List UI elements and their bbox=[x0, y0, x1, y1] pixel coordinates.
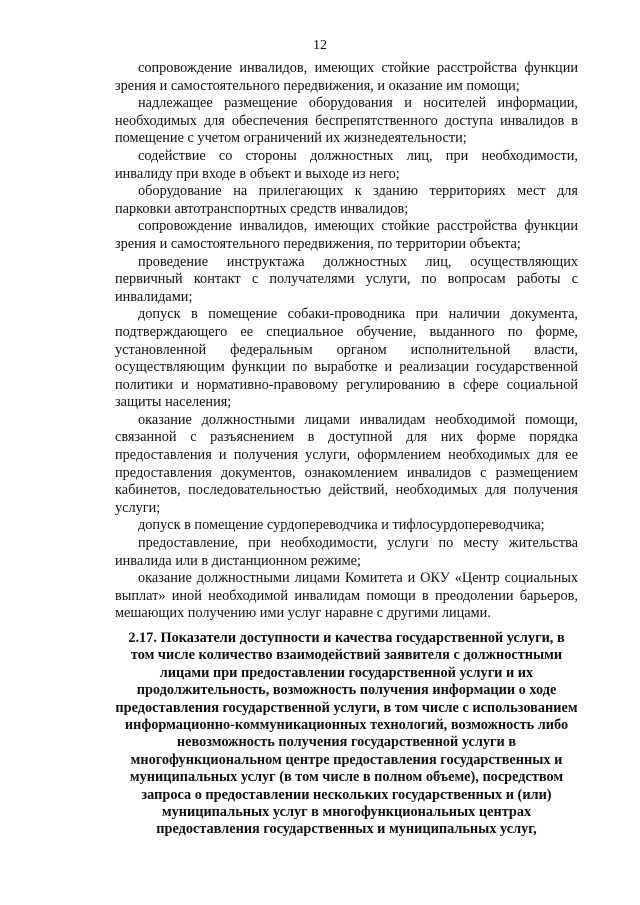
section-heading-2-17: 2.17. Показатели доступности и качества государственной услуги, в том числе количество взаимодействий заявителя с должностными лицами при предоставлении государственной услуги и их продолжительность, возможность получения информации о ходе предоставления государственной услуги, в том числе с использованием информационно-коммуникационных технологий, возможность либо невозможность получения государственной услуги в многофункциональном центре предоставления государственных и муниципальных услуг (в том числе в полном объеме), посредством запроса о предоставлении нескольких государственных и (или) муниципальных услуг в многофункциональных центрах предоставления государственных и муниципальных услуг, bbox=[115, 630, 578, 838]
paragraph-staff-briefing: проведение инструктажа должностных лиц, осуществляющих первичный контакт с получателями услуги, по вопросам работы с инвалидами; bbox=[115, 253, 578, 305]
page-number: 12 bbox=[313, 38, 327, 53]
paragraph-escort-territory: сопровождение инвалидов, имеющих стойкие расстройства функции зрения и самостоятельного передвижения, по территории объекта; bbox=[115, 218, 578, 252]
paragraph-entry-assistance: содействие со стороны должностных лиц, при необходимости, инвалиду при входе в объект и выходе из него; bbox=[115, 147, 578, 182]
paragraph-escort-visually-impaired: сопровождение инвалидов, имеющих стойкие расстройства функции зрения и самостоятельного передвижения, и оказание им помощи; bbox=[115, 60, 578, 94]
paragraph-remote-service: предоставление, при необходимости, услуги по месту жительства инвалида или в дистанционном режиме; bbox=[115, 535, 578, 569]
paragraph-equipment-placement: надлежащее размещение оборудования и носителей информации, необходимых для обеспечения беспрепятственного доступа инвалидов в помещение с учетом ограничений их жизнедеятельности; bbox=[115, 95, 578, 147]
paragraph-guide-dog: допуск в помещение собаки-проводника при наличии документа, подтверждающего ее специальное обучение, выданного по форме, установленной федеральным органом исполнительной власти, осуществляющим функции по выработке и реализации государственной политики и нормативно-правовому регулированию в сфере социальной защиты населения; bbox=[115, 306, 578, 411]
paragraph-barrier-assistance: оказание должностными лицами Комитета и ОКУ «Центр социальных выплат» иной необходимой инвалидам помощи в преодолении барьеров, мешающих получению ими услуг наравне с другими лицами. bbox=[115, 570, 578, 622]
paragraph-sign-interpreter: допуск в помещение сурдопереводчика и тифлосурдопереводчика; bbox=[138, 517, 545, 534]
document-body bbox=[115, 60, 578, 623]
paragraph-parking: оборудование на прилегающих к зданию территориях мест для парковки автотранспортных средств инвалидов; bbox=[115, 183, 578, 217]
paragraph-staff-help: оказание должностными лицами инвалидам необходимой помощи, связанной с разъяснением в доступной для них форме порядка предоставления и получения услуги, оформлением необходимых для ее предоставления документов, ознакомлением инвалидов с размещением кабинетов, последовательностью действий, необходимых для получения услуги; bbox=[115, 411, 578, 516]
